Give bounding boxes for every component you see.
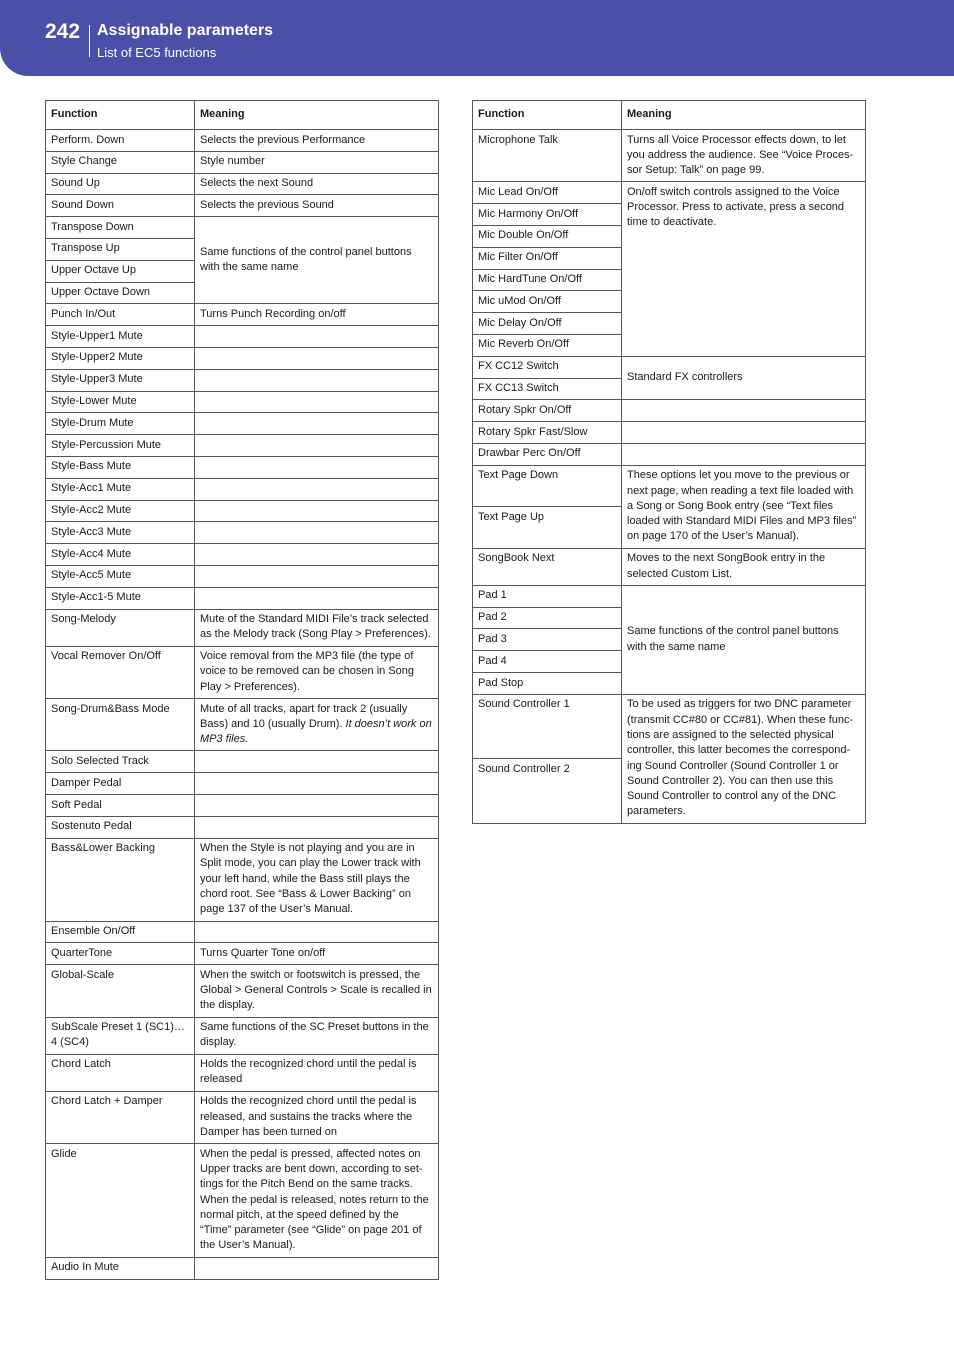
meaning-cell bbox=[195, 130, 439, 152]
table-row bbox=[46, 587, 439, 609]
meaning-text: Selects the next Sound bbox=[200, 177, 314, 190]
function-cell: Pad 3 bbox=[473, 629, 622, 651]
meaning-cell bbox=[622, 422, 866, 444]
meaning-cell bbox=[195, 565, 439, 587]
meaning-cell bbox=[195, 326, 439, 348]
table-row bbox=[473, 443, 866, 465]
function-cell: Drawbar Perc On/Off bbox=[473, 443, 622, 465]
function-cell: Pad 4 bbox=[473, 651, 622, 673]
function-cell: Bass&Lower Backing bbox=[46, 838, 195, 921]
meaning-cell bbox=[195, 587, 439, 609]
function-cell: Style-Percussion Mute bbox=[46, 435, 195, 457]
function-cell: Song-Melody bbox=[46, 609, 195, 646]
meaning-text: When the pedal is pressed, affected notes on Upper tracks are bent down, according to set-tings for the Pitch Bend on the same tracks. When the pedal is released, notes return to the normal pitch, at the speed defined by the “Time” parameter (see “Glide” on page 201 of the User’s Manual). bbox=[200, 1147, 429, 1252]
function-cell: Punch In/Out bbox=[46, 304, 195, 326]
table-row bbox=[46, 326, 439, 348]
page-title: Assignable parameters bbox=[97, 22, 274, 39]
meaning-text: When the Style is not playing and you are in Split mode, you can play the Lower track with your left hand, while the Bass still plays the chord root. See “Bass & Lower Backing” on page 137 of the User’s Manual. bbox=[200, 842, 421, 916]
page-subtitle: List of EC5 functions bbox=[97, 45, 217, 60]
meaning-cell bbox=[195, 500, 439, 522]
meaning-cell bbox=[195, 646, 439, 698]
meaning-cell bbox=[195, 304, 439, 326]
table-row bbox=[46, 522, 439, 544]
function-cell: Rotary Spkr On/Off bbox=[473, 400, 622, 422]
functions-table-right bbox=[472, 100, 866, 824]
meaning-cell bbox=[195, 609, 439, 646]
meaning-text: Style number bbox=[200, 155, 265, 168]
table-row bbox=[473, 585, 866, 607]
function-cell: Perform. Down bbox=[46, 130, 195, 152]
meaning-text: These options let you move to the previous or next page, when reading a text file loaded with a Song or Song Book entry (see “Text files loaded with Standard MIDI Files and MP3 files” on page 170 of the User’s Manual). bbox=[627, 469, 857, 543]
function-cell: Upper Octave Up bbox=[46, 260, 195, 282]
meaning-cell bbox=[195, 217, 439, 304]
function-cell: SongBook Next bbox=[473, 548, 622, 585]
table-row bbox=[473, 422, 866, 444]
meaning-cell bbox=[622, 585, 866, 694]
table-row bbox=[46, 369, 439, 391]
table-row bbox=[46, 1144, 439, 1258]
table-header-row bbox=[46, 101, 439, 130]
meaning-text: Mute of all tracks, apart for track 2 (usually Bass) and 10 (usually Drum). bbox=[200, 702, 408, 730]
table-row bbox=[46, 838, 439, 921]
meaning-text: Holds the recognized chord until the pedal is released, and sustains the tracks where the Damper has been turned on bbox=[200, 1095, 417, 1138]
function-cell: Style-Acc1 Mute bbox=[46, 478, 195, 500]
function-cell: Chord Latch bbox=[46, 1054, 195, 1091]
function-cell: Mic Double On/Off bbox=[473, 225, 622, 247]
meaning-text: Standard FX controllers bbox=[627, 371, 743, 384]
meaning-text: Same functions of the control panel buttons with the same name bbox=[200, 245, 412, 274]
table-row bbox=[46, 943, 439, 965]
meaning-cell bbox=[622, 356, 866, 400]
meaning-cell bbox=[195, 369, 439, 391]
meaning-cell bbox=[622, 548, 866, 585]
function-cell: Global-Scale bbox=[46, 965, 195, 1017]
meaning-cell bbox=[622, 465, 866, 548]
meaning-cell bbox=[195, 173, 439, 195]
table-row bbox=[46, 1091, 439, 1143]
table-header-row bbox=[473, 101, 866, 130]
function-cell: Style Change bbox=[46, 151, 195, 173]
table-row bbox=[46, 699, 439, 751]
table-row bbox=[46, 347, 439, 369]
meaning-cell bbox=[195, 921, 439, 943]
meaning-cell bbox=[195, 1144, 439, 1258]
table-row bbox=[46, 609, 439, 646]
functions-table-left bbox=[45, 100, 439, 1280]
table-row bbox=[46, 965, 439, 1017]
table-row bbox=[46, 130, 439, 152]
table-row bbox=[46, 217, 439, 239]
meaning-cell bbox=[195, 478, 439, 500]
meaning-text: Mute of the Standard MIDI File’s track selected as the Melody track (Song Play > Preferences). bbox=[200, 613, 431, 641]
function-cell: Text Page Down bbox=[473, 465, 622, 506]
table-row bbox=[46, 1257, 439, 1279]
meaning-cell bbox=[622, 182, 866, 356]
table-row bbox=[46, 413, 439, 435]
meaning-cell bbox=[195, 816, 439, 838]
function-cell: QuarterTone bbox=[46, 943, 195, 965]
meaning-text: Moves to the next SongBook entry in the selected Custom List. bbox=[627, 552, 826, 580]
meaning-note: It doesn’t work on MP3 files. bbox=[200, 717, 432, 746]
header-function: Function bbox=[46, 101, 195, 130]
function-cell: Sound Controller 1 bbox=[473, 694, 622, 758]
function-cell: Sound Up bbox=[46, 173, 195, 195]
function-cell: SubScale Preset 1 (SC1)…4 (SC4) bbox=[46, 1017, 195, 1054]
meaning-text: To be used as triggers for two DNC parameter (transmit CC#80 or CC#81). When these func-tions are assigned to the selected physical controller, this latter becomes the correspond-ing Sound Controller (Sound Controller 1 or Sound Controller 2). You can then use this Sound Controller to control any of the DNC parameters. bbox=[627, 698, 854, 818]
meaning-cell bbox=[195, 195, 439, 217]
function-cell: Mic Filter On/Off bbox=[473, 247, 622, 269]
function-cell: Sound Down bbox=[46, 195, 195, 217]
table-row bbox=[473, 130, 866, 182]
function-cell: Style-Acc1-5 Mute bbox=[46, 587, 195, 609]
function-cell: Style-Acc4 Mute bbox=[46, 544, 195, 566]
function-cell: Mic uMod On/Off bbox=[473, 291, 622, 313]
page-number: 242 bbox=[45, 20, 81, 43]
meaning-cell bbox=[195, 391, 439, 413]
table-row bbox=[46, 544, 439, 566]
function-cell: Mic Reverb On/Off bbox=[473, 334, 622, 356]
table-row bbox=[473, 465, 866, 506]
table-row bbox=[46, 751, 439, 773]
table-row bbox=[46, 1017, 439, 1054]
meaning-cell bbox=[195, 1054, 439, 1091]
function-cell: Mic Harmony On/Off bbox=[473, 204, 622, 226]
table-row bbox=[473, 182, 866, 204]
meaning-text: On/off switch controls assigned to the Voice Processor. Press to activate, press a second time to deactivate. bbox=[627, 185, 845, 229]
table-row bbox=[46, 435, 439, 457]
function-cell: Style-Acc5 Mute bbox=[46, 565, 195, 587]
meaning-cell bbox=[195, 773, 439, 795]
meaning-text: When the switch or footswitch is pressed, the Global > General Controls > Scale is recalled in the display. bbox=[200, 968, 432, 1012]
function-cell: Chord Latch + Damper bbox=[46, 1091, 195, 1143]
table-row bbox=[46, 816, 439, 838]
meaning-cell bbox=[622, 400, 866, 422]
function-cell: Style-Upper3 Mute bbox=[46, 369, 195, 391]
meaning-cell bbox=[195, 151, 439, 173]
table-row bbox=[46, 456, 439, 478]
function-cell: Sound Controller 2 bbox=[473, 759, 622, 823]
meaning-cell bbox=[195, 435, 439, 457]
meaning-text: Same functions of the SC Preset buttons in the display. bbox=[200, 1021, 429, 1049]
function-cell: Style-Upper2 Mute bbox=[46, 347, 195, 369]
function-cell: Solo Selected Track bbox=[46, 751, 195, 773]
meaning-cell bbox=[195, 413, 439, 435]
function-cell: Audio In Mute bbox=[46, 1257, 195, 1279]
table-row bbox=[46, 773, 439, 795]
function-cell: Transpose Up bbox=[46, 238, 195, 260]
meaning-cell bbox=[195, 544, 439, 566]
function-cell: Mic Delay On/Off bbox=[473, 313, 622, 335]
table-row bbox=[46, 565, 439, 587]
table-row bbox=[46, 500, 439, 522]
table-row bbox=[46, 478, 439, 500]
function-cell: Style-Acc2 Mute bbox=[46, 500, 195, 522]
table-row bbox=[46, 304, 439, 326]
meaning-text: Turns all Voice Processor effects down, to let you address the audience. See “Voice Proces-sor Setup: Talk” on page 99. bbox=[627, 133, 854, 177]
meaning-cell bbox=[195, 965, 439, 1017]
meaning-cell bbox=[195, 699, 439, 751]
function-cell: Mic Lead On/Off bbox=[473, 182, 622, 204]
function-cell: Vocal Remover On/Off bbox=[46, 646, 195, 698]
table-row bbox=[46, 195, 439, 217]
function-cell: Pad 2 bbox=[473, 607, 622, 629]
meaning-cell bbox=[622, 443, 866, 465]
meaning-cell bbox=[195, 943, 439, 965]
function-cell: Style-Upper1 Mute bbox=[46, 326, 195, 348]
table-row bbox=[473, 356, 866, 378]
function-cell: Damper Pedal bbox=[46, 773, 195, 795]
meaning-cell bbox=[195, 1017, 439, 1054]
table-row bbox=[46, 151, 439, 173]
meaning-text: Voice removal from the MP3 file (the type of voice to be removed can be chosen in Song Play > Preferences). bbox=[200, 650, 415, 693]
function-cell: Rotary Spkr Fast/Slow bbox=[473, 422, 622, 444]
header-function: Function bbox=[473, 101, 622, 130]
table-row bbox=[46, 646, 439, 698]
meaning-cell bbox=[195, 795, 439, 817]
meaning-cell bbox=[622, 694, 866, 823]
meaning-cell bbox=[195, 456, 439, 478]
meaning-cell bbox=[195, 1257, 439, 1279]
function-cell: Ensemble On/Off bbox=[46, 921, 195, 943]
function-cell: Upper Octave Down bbox=[46, 282, 195, 304]
function-cell: Glide bbox=[46, 1144, 195, 1258]
function-cell: Transpose Down bbox=[46, 217, 195, 239]
header-meaning: Meaning bbox=[622, 101, 866, 130]
table-row bbox=[46, 795, 439, 817]
function-cell: Sostenuto Pedal bbox=[46, 816, 195, 838]
meaning-cell bbox=[195, 1091, 439, 1143]
function-cell: Soft Pedal bbox=[46, 795, 195, 817]
table-row bbox=[473, 548, 866, 585]
function-cell: Style-Lower Mute bbox=[46, 391, 195, 413]
function-cell: Text Page Up bbox=[473, 507, 622, 549]
meaning-text: Holds the recognized chord until the pedal is released bbox=[200, 1058, 417, 1086]
meaning-cell bbox=[195, 751, 439, 773]
function-cell: FX CC13 Switch bbox=[473, 378, 622, 400]
meaning-cell bbox=[195, 522, 439, 544]
meaning-cell bbox=[195, 838, 439, 921]
meaning-text: Turns Punch Recording on/off bbox=[200, 307, 346, 320]
table-row bbox=[46, 391, 439, 413]
function-cell: Microphone Talk bbox=[473, 130, 622, 182]
meaning-text: Selects the previous Sound bbox=[200, 198, 334, 211]
header-divider bbox=[89, 25, 90, 57]
function-cell: Mic HardTune On/Off bbox=[473, 269, 622, 291]
function-cell: Style-Bass Mute bbox=[46, 456, 195, 478]
function-cell: Song-Drum&Bass Mode bbox=[46, 699, 195, 751]
function-cell: Style-Drum Mute bbox=[46, 413, 195, 435]
function-cell: Style-Acc3 Mute bbox=[46, 522, 195, 544]
table-row bbox=[46, 1054, 439, 1091]
function-cell: Pad 1 bbox=[473, 585, 622, 607]
meaning-text: Selects the previous Performance bbox=[200, 133, 366, 146]
meaning-text: Same functions of the control panel buttons with the same name bbox=[627, 625, 839, 653]
table-row bbox=[46, 921, 439, 943]
meaning-cell bbox=[195, 347, 439, 369]
header-meaning: Meaning bbox=[195, 101, 439, 130]
function-cell: Pad Stop bbox=[473, 673, 622, 695]
table-row bbox=[473, 694, 866, 758]
meaning-text: Turns Quarter Tone on/off bbox=[200, 946, 326, 959]
meaning-cell bbox=[622, 130, 866, 182]
table-row bbox=[46, 173, 439, 195]
function-cell: FX CC12 Switch bbox=[473, 356, 622, 378]
table-row bbox=[473, 400, 866, 422]
